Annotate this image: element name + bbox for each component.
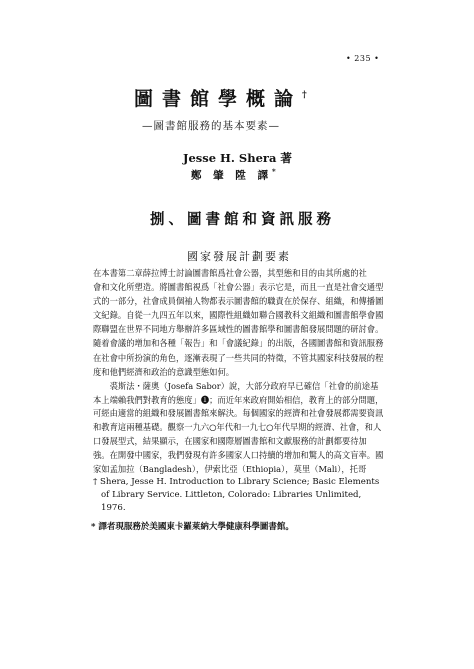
translator-line bbox=[191, 167, 276, 183]
text-line: 和教育這兩種基礎。觀察一九六○年代和一九七○年代早期的經濟、社會，和人 bbox=[93, 422, 382, 433]
title-footnote-mark: † bbox=[302, 90, 307, 101]
footnote-translator bbox=[91, 520, 294, 532]
subsection-heading: 國家發展計劃要素 bbox=[187, 250, 291, 263]
text-line: 可經由適當的組織和發展圖書館來解決。每個國家的經濟和社會發展都需要資訊 bbox=[93, 408, 384, 418]
footnote-line: of Library Service. Littleton, Colorado: Libraries Unlimited, bbox=[101, 490, 362, 501]
text-line: 口發展型式，結果顯示，在國家和國際層圖書館和文獻服務的計劃都要待加 bbox=[93, 436, 367, 447]
footnote-line: 1976. bbox=[101, 503, 126, 514]
section-heading: 捌、圖書館和資訊服務 bbox=[150, 211, 335, 228]
footnote-marker: * bbox=[91, 522, 96, 532]
text-line: 會和文化所塑造。將圖書館視爲「社會公器」表示它是，而且一直是社會交通型 bbox=[93, 282, 384, 293]
text-line: 際聯盟在世界不同地方舉辦許多區域性的圖書館學和圖書館發展問題的研討會。 bbox=[93, 324, 384, 335]
footnote-marker: † bbox=[93, 477, 98, 487]
text-line: 在本書第二章薛拉博士討論圖書館爲社會公器，其型態和目的由其所處的社 bbox=[93, 268, 367, 278]
text-line: 文紀錄。自從一九四五年以來，國際性組織如聯合國教科文組織和圖書館學會國 bbox=[93, 310, 384, 321]
chapter-subtitle: —圖書館服務的基本要素— bbox=[142, 120, 280, 132]
footnote-text: 譯者現服務於美國東卡羅萊納大學健康科學圖書館。 bbox=[98, 522, 294, 532]
footnote-reference bbox=[93, 476, 393, 516]
title-text: 圖書館學概論 bbox=[134, 88, 303, 110]
text-line: 度和他們經濟和政治的意識型態如何。 bbox=[93, 366, 235, 377]
text-line: 在社會中所扮演的角色，逐漸表現了一些共同的特徵，不管其國家科技發展的程 bbox=[93, 352, 384, 363]
footnote-text: Shera, Jesse H. Introduction to Library Science; Basic Elements bbox=[100, 477, 380, 487]
text-line: 隨着會議的增加和各種「報告」和「會議紀錄」的出版，各國圖書館和資訊服務 bbox=[93, 338, 384, 349]
text-line: 裘斯法・薩奧（Josefa Sabor）說，大部分政府早已確信「社會的前途基 bbox=[93, 380, 379, 391]
text-line: 式的一部分，社會成員個袖人物都表示圖書館的職責在於保存、組織，和傳播圖 bbox=[93, 296, 384, 307]
text-line: 本上端賴我們對教育的態度」❶；而近年來政府開始相信，教育上的部分問題， bbox=[93, 394, 384, 405]
text-line: 強。在開發中國家，我們發現有許多國家人口持續的增加和驚人的高文盲率。國 bbox=[93, 450, 384, 461]
footnote-line bbox=[93, 476, 393, 489]
author-line: Jesse H. Shera 著 bbox=[183, 151, 292, 165]
body-paragraph-2 bbox=[93, 406, 391, 476]
translator-text: 鄭 肇 陞 譯 bbox=[191, 169, 272, 182]
chapter-title bbox=[134, 84, 340, 111]
page-number: • 235 • bbox=[346, 54, 380, 63]
translator-footnote-mark: * bbox=[271, 167, 276, 176]
text-line: 家如孟加拉（Bangladesh），伊索比亞（Ethiopia），莫里（Mali），托哥 bbox=[93, 464, 367, 475]
body-paragraph-1 bbox=[93, 266, 391, 407]
